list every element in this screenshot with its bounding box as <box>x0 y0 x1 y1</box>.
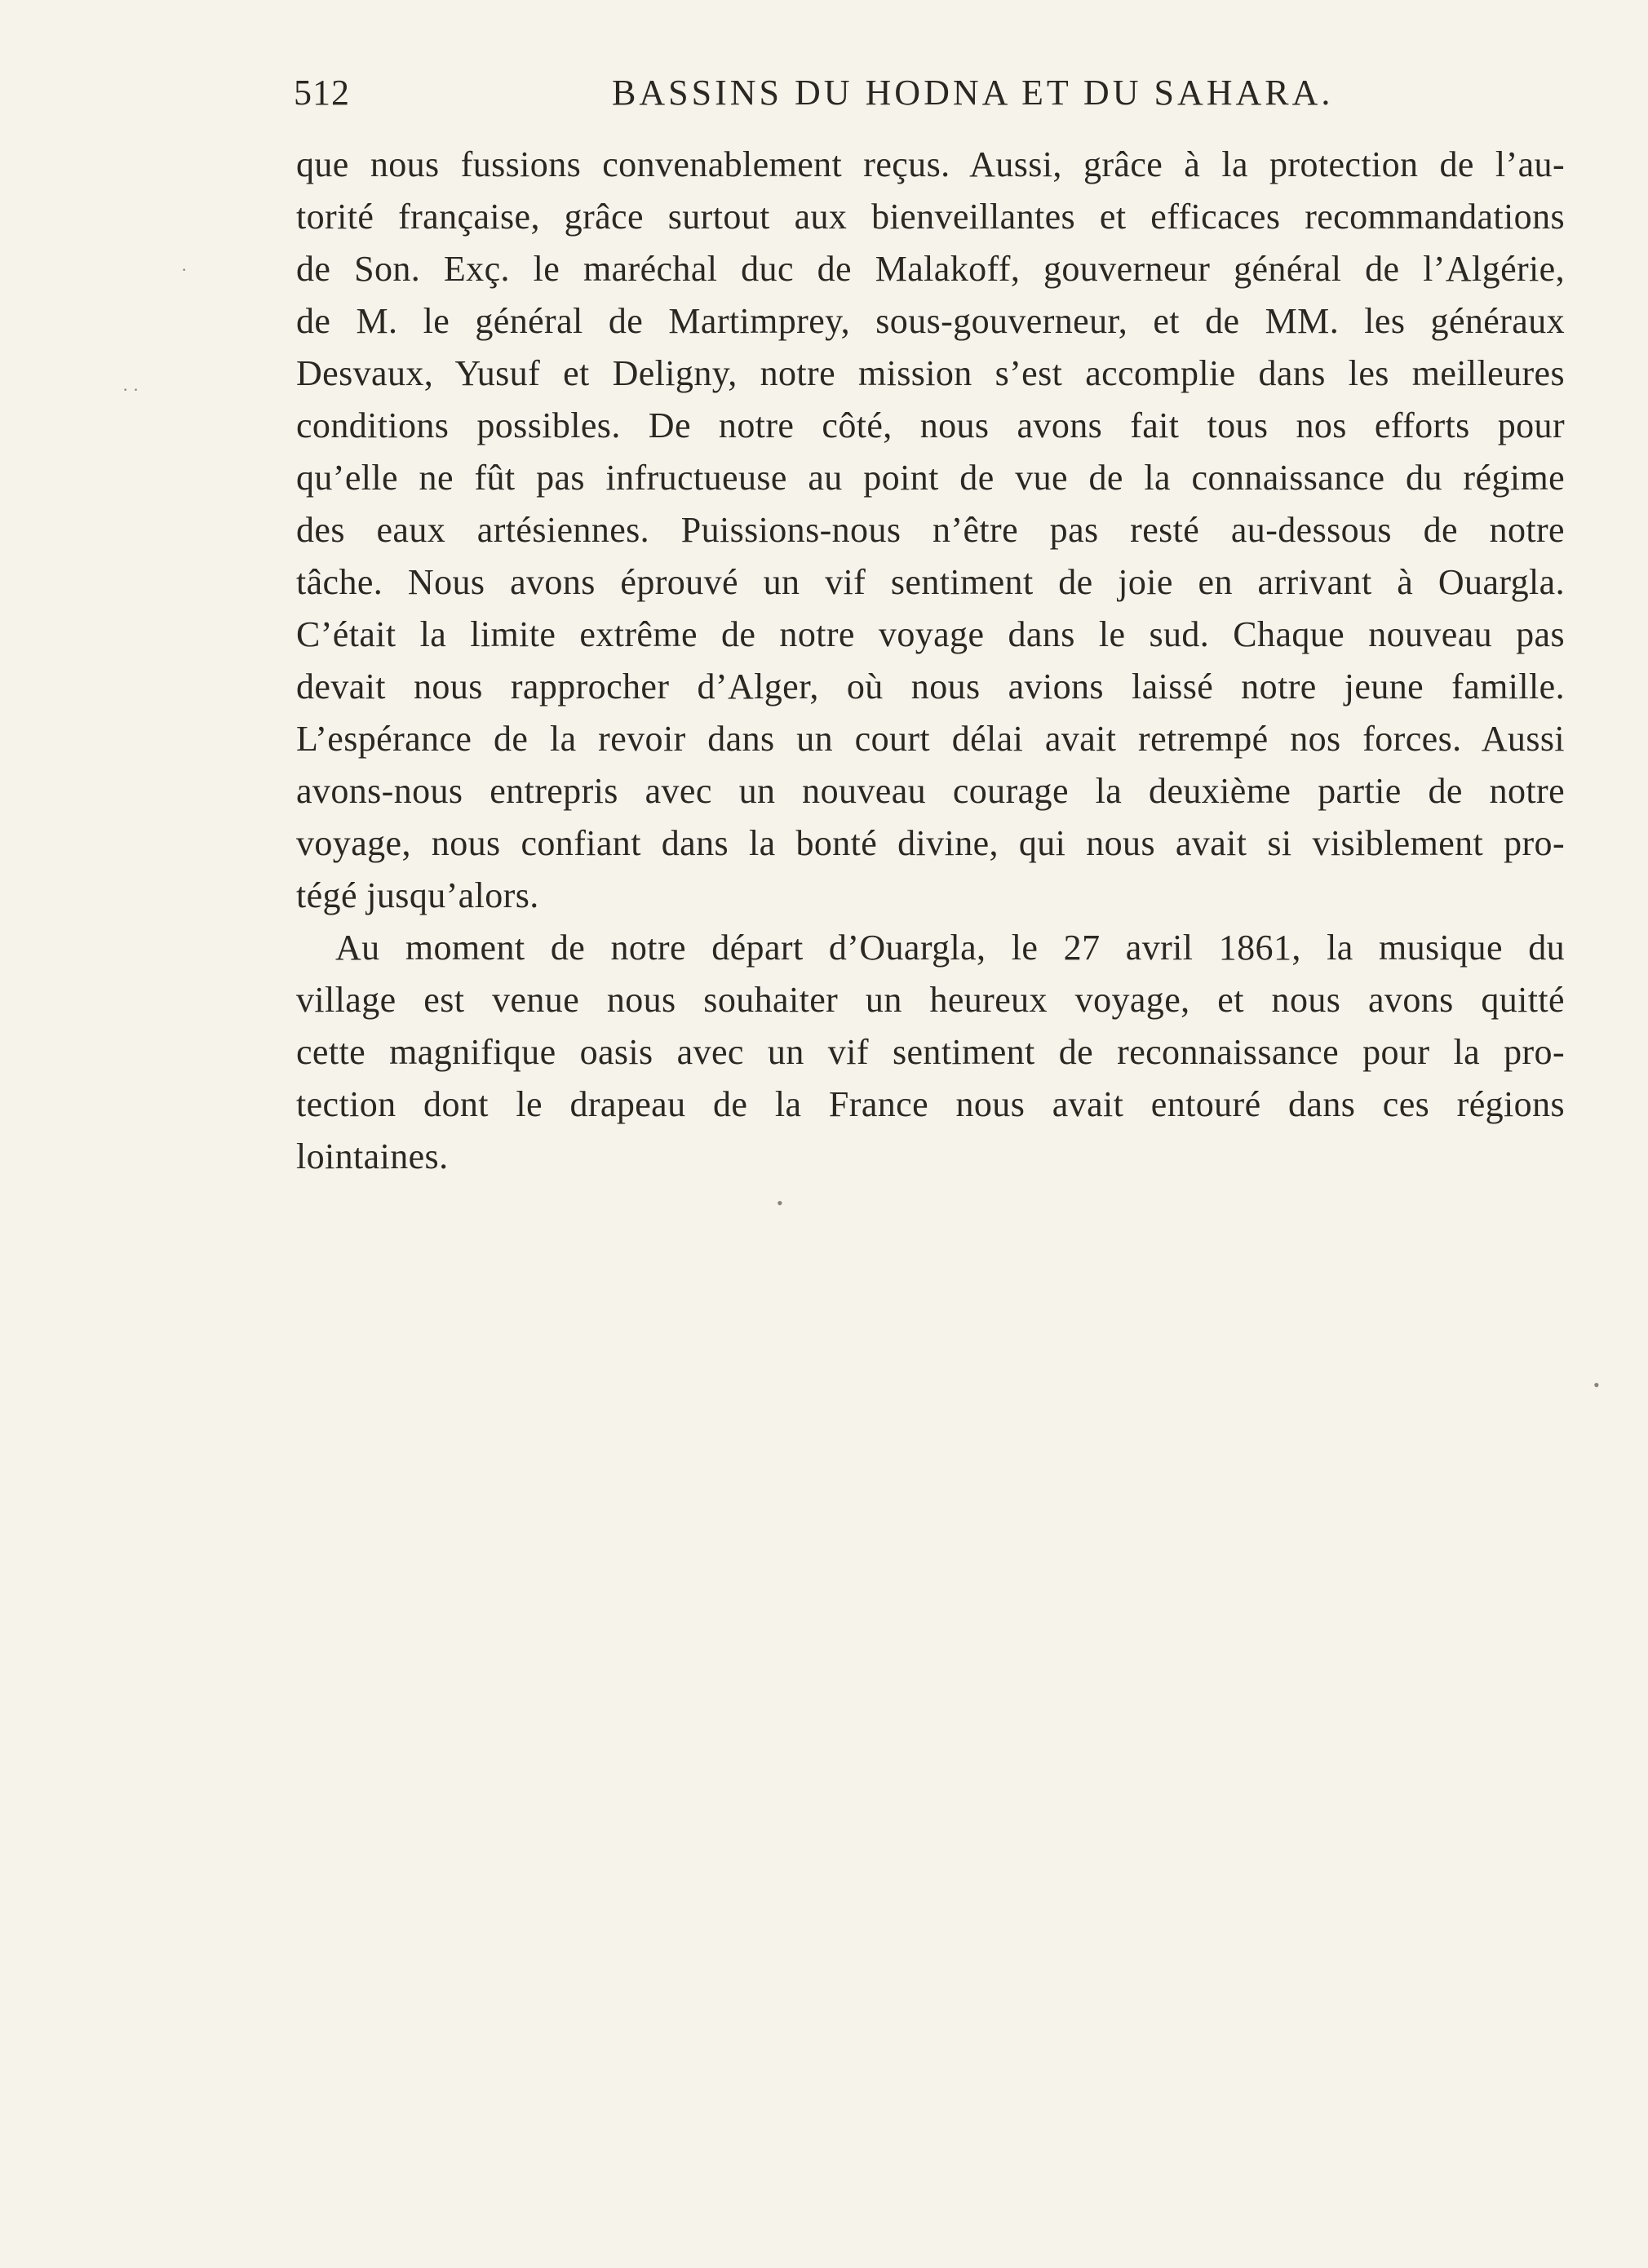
text-line: devait nous rapprocher d’Alger, où nous avions laissé notre jeune famille. <box>296 667 1565 707</box>
scan-speck: • <box>1593 1375 1600 1395</box>
text-line: qu’elle ne fût pas infructueuse au point de vue de la connaissance du régime <box>296 458 1565 498</box>
text-line: de M. le général de Martimprey, sous-gouverneur, et de MM. les généraux <box>296 301 1565 341</box>
text-line: tection dont le drapeau de la France nous avait entouré dans ces régions <box>296 1084 1565 1124</box>
text-line: voyage, nous confiant dans la bonté divine, qui nous avait si visiblement pro- <box>296 823 1565 863</box>
text-line: que nous fussions convenablement reçus. Aussi, grâce à la protection de l’au- <box>296 144 1565 184</box>
running-title: BASSINS DU HODNA ET DU SAHARA. <box>612 73 1334 113</box>
text-line: avons-nous entrepris avec un nouveau courage la deuxième partie de notre <box>296 771 1565 811</box>
text-line: L’espérance de la revoir dans un court délai avait retrempé nos forces. Aussi <box>296 719 1565 759</box>
text-line: lointaines. <box>296 1136 449 1176</box>
page-header <box>294 72 1566 121</box>
page-number: 512 <box>294 73 350 113</box>
scan-speck: · · <box>122 379 140 400</box>
scan-speck: · <box>181 259 188 280</box>
text-line: conditions possibles. De notre côté, nous avons fait tous nos efforts pour <box>296 405 1565 445</box>
text-line: des eaux artésiennes. Puissions-nous n’être pas resté au-dessous de notre <box>296 510 1565 550</box>
text-line: de Son. Exç. le maréchal duc de Malakoff, gouverneur général de l’Algérie, <box>296 249 1565 289</box>
text-line: village est venue nous souhaiter un heureux voyage, et nous avons quitté <box>296 980 1565 1020</box>
text-line: cette magnifique oasis avec un vif sentiment de reconnaissance pour la pro- <box>296 1032 1565 1072</box>
body-text <box>296 139 1565 1183</box>
text-line: Au moment de notre départ d’Ouargla, le 27 avril 1861, la musique du <box>335 928 1565 968</box>
text-line: tégé jusqu’alors. <box>296 875 539 915</box>
text-line: torité française, grâce surtout aux bienveillantes et efficaces recommandations <box>296 197 1565 237</box>
text-line: tâche. Nous avons éprouvé un vif sentiment de joie en arrivant à Ouargla. <box>296 562 1565 602</box>
text-line: Desvaux, Yusuf et Deligny, notre mission s’est accomplie dans les meilleures <box>296 353 1565 393</box>
text-line: C’était la limite extrême de notre voyage dans le sud. Chaque nouveau pas <box>296 614 1565 654</box>
scan-speck: • <box>777 1193 783 1213</box>
